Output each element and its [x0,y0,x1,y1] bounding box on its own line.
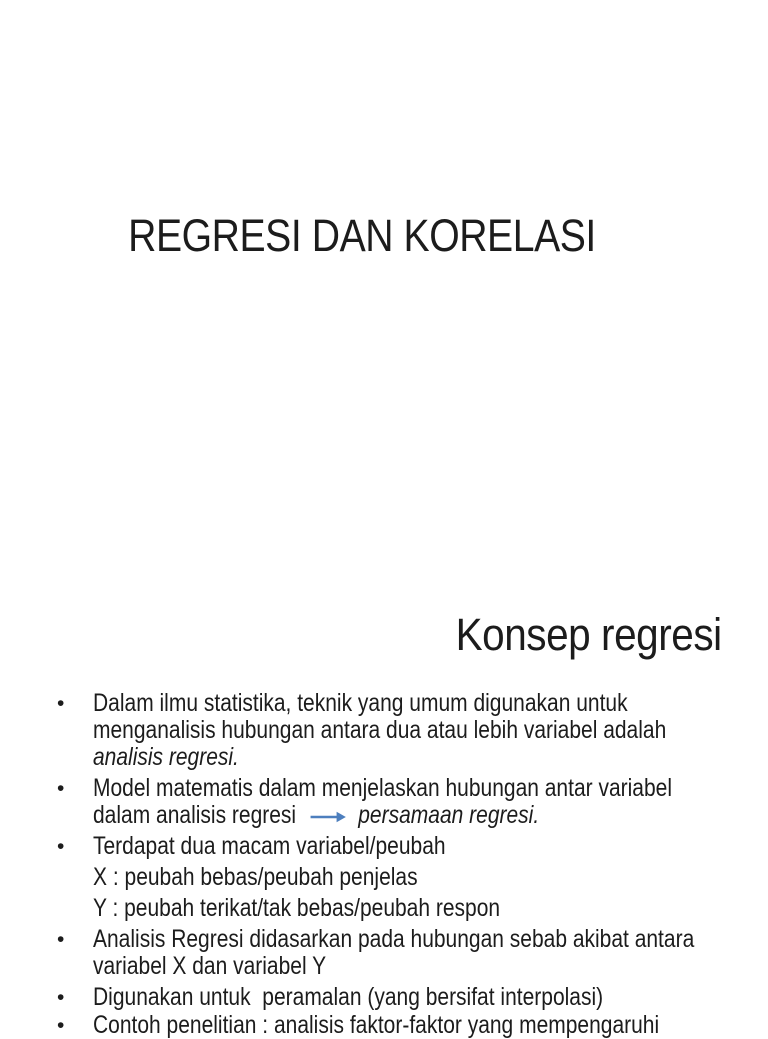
slide-title: REGRESI DAN KORELASI [128,210,596,261]
bullet-list [0,690,768,1039]
bullet-text [93,926,694,980]
bullet-marker: • [57,835,65,858]
sub-line-y: Y : peubah terikat/tak bebas/peubah respon [93,894,501,922]
slide-1 [0,0,768,512]
bullet-line: Model matematis dalam menjelaskan hubungan antar variabel [93,774,673,802]
bullet-text [93,1012,659,1039]
bullet-line: Terdapat dua macam variabel/peubah [93,832,446,860]
bullet-text [93,690,666,771]
bullet-line-segment-italic: persamaan regresi. [358,801,540,829]
long-right-arrow-icon [310,810,347,824]
bullet-text [93,984,603,1011]
bullet-line [93,802,672,829]
bullet-item-5 [0,984,768,1011]
bullet-text [93,833,500,922]
bullet-line: menganalisis hubungan antara dua atau lebih variabel adalah [93,716,667,744]
bullet-marker: • [57,928,65,951]
bullet-line-segment: dalam analisis regresi [93,801,297,829]
bullet-line-italic: analisis regresi. [93,743,239,771]
bullet-line: Contoh penelitian : analisis faktor-faktor yang mempengaruhi [93,1011,660,1039]
bullet-marker: • [57,777,65,800]
section-heading: Konsep regresi [455,609,722,660]
bullet-item-1 [0,690,768,771]
bullet-item-3 [0,833,768,922]
bullet-marker: • [57,692,65,715]
bullet-line: Analisis Regresi didasarkan pada hubungan sebab akibat antara [93,925,695,953]
bullet-marker: • [57,986,65,1009]
bullet-line: Dalam ilmu statistika, teknik yang umum digunakan untuk [93,689,628,717]
sub-line-x: X : peubah bebas/peubah penjelas [93,863,418,891]
bullet-line: variabel X dan variabel Y [93,952,327,980]
slide-2 [0,512,768,1039]
bullet-text [93,775,672,829]
bullet-item-6 [0,1012,768,1039]
bullet-item-4 [0,926,768,980]
bullet-marker: • [57,1014,65,1037]
bullet-line: Digunakan untuk peramalan (yang bersifat interpolasi) [93,983,604,1011]
bullet-item-2 [0,775,768,829]
